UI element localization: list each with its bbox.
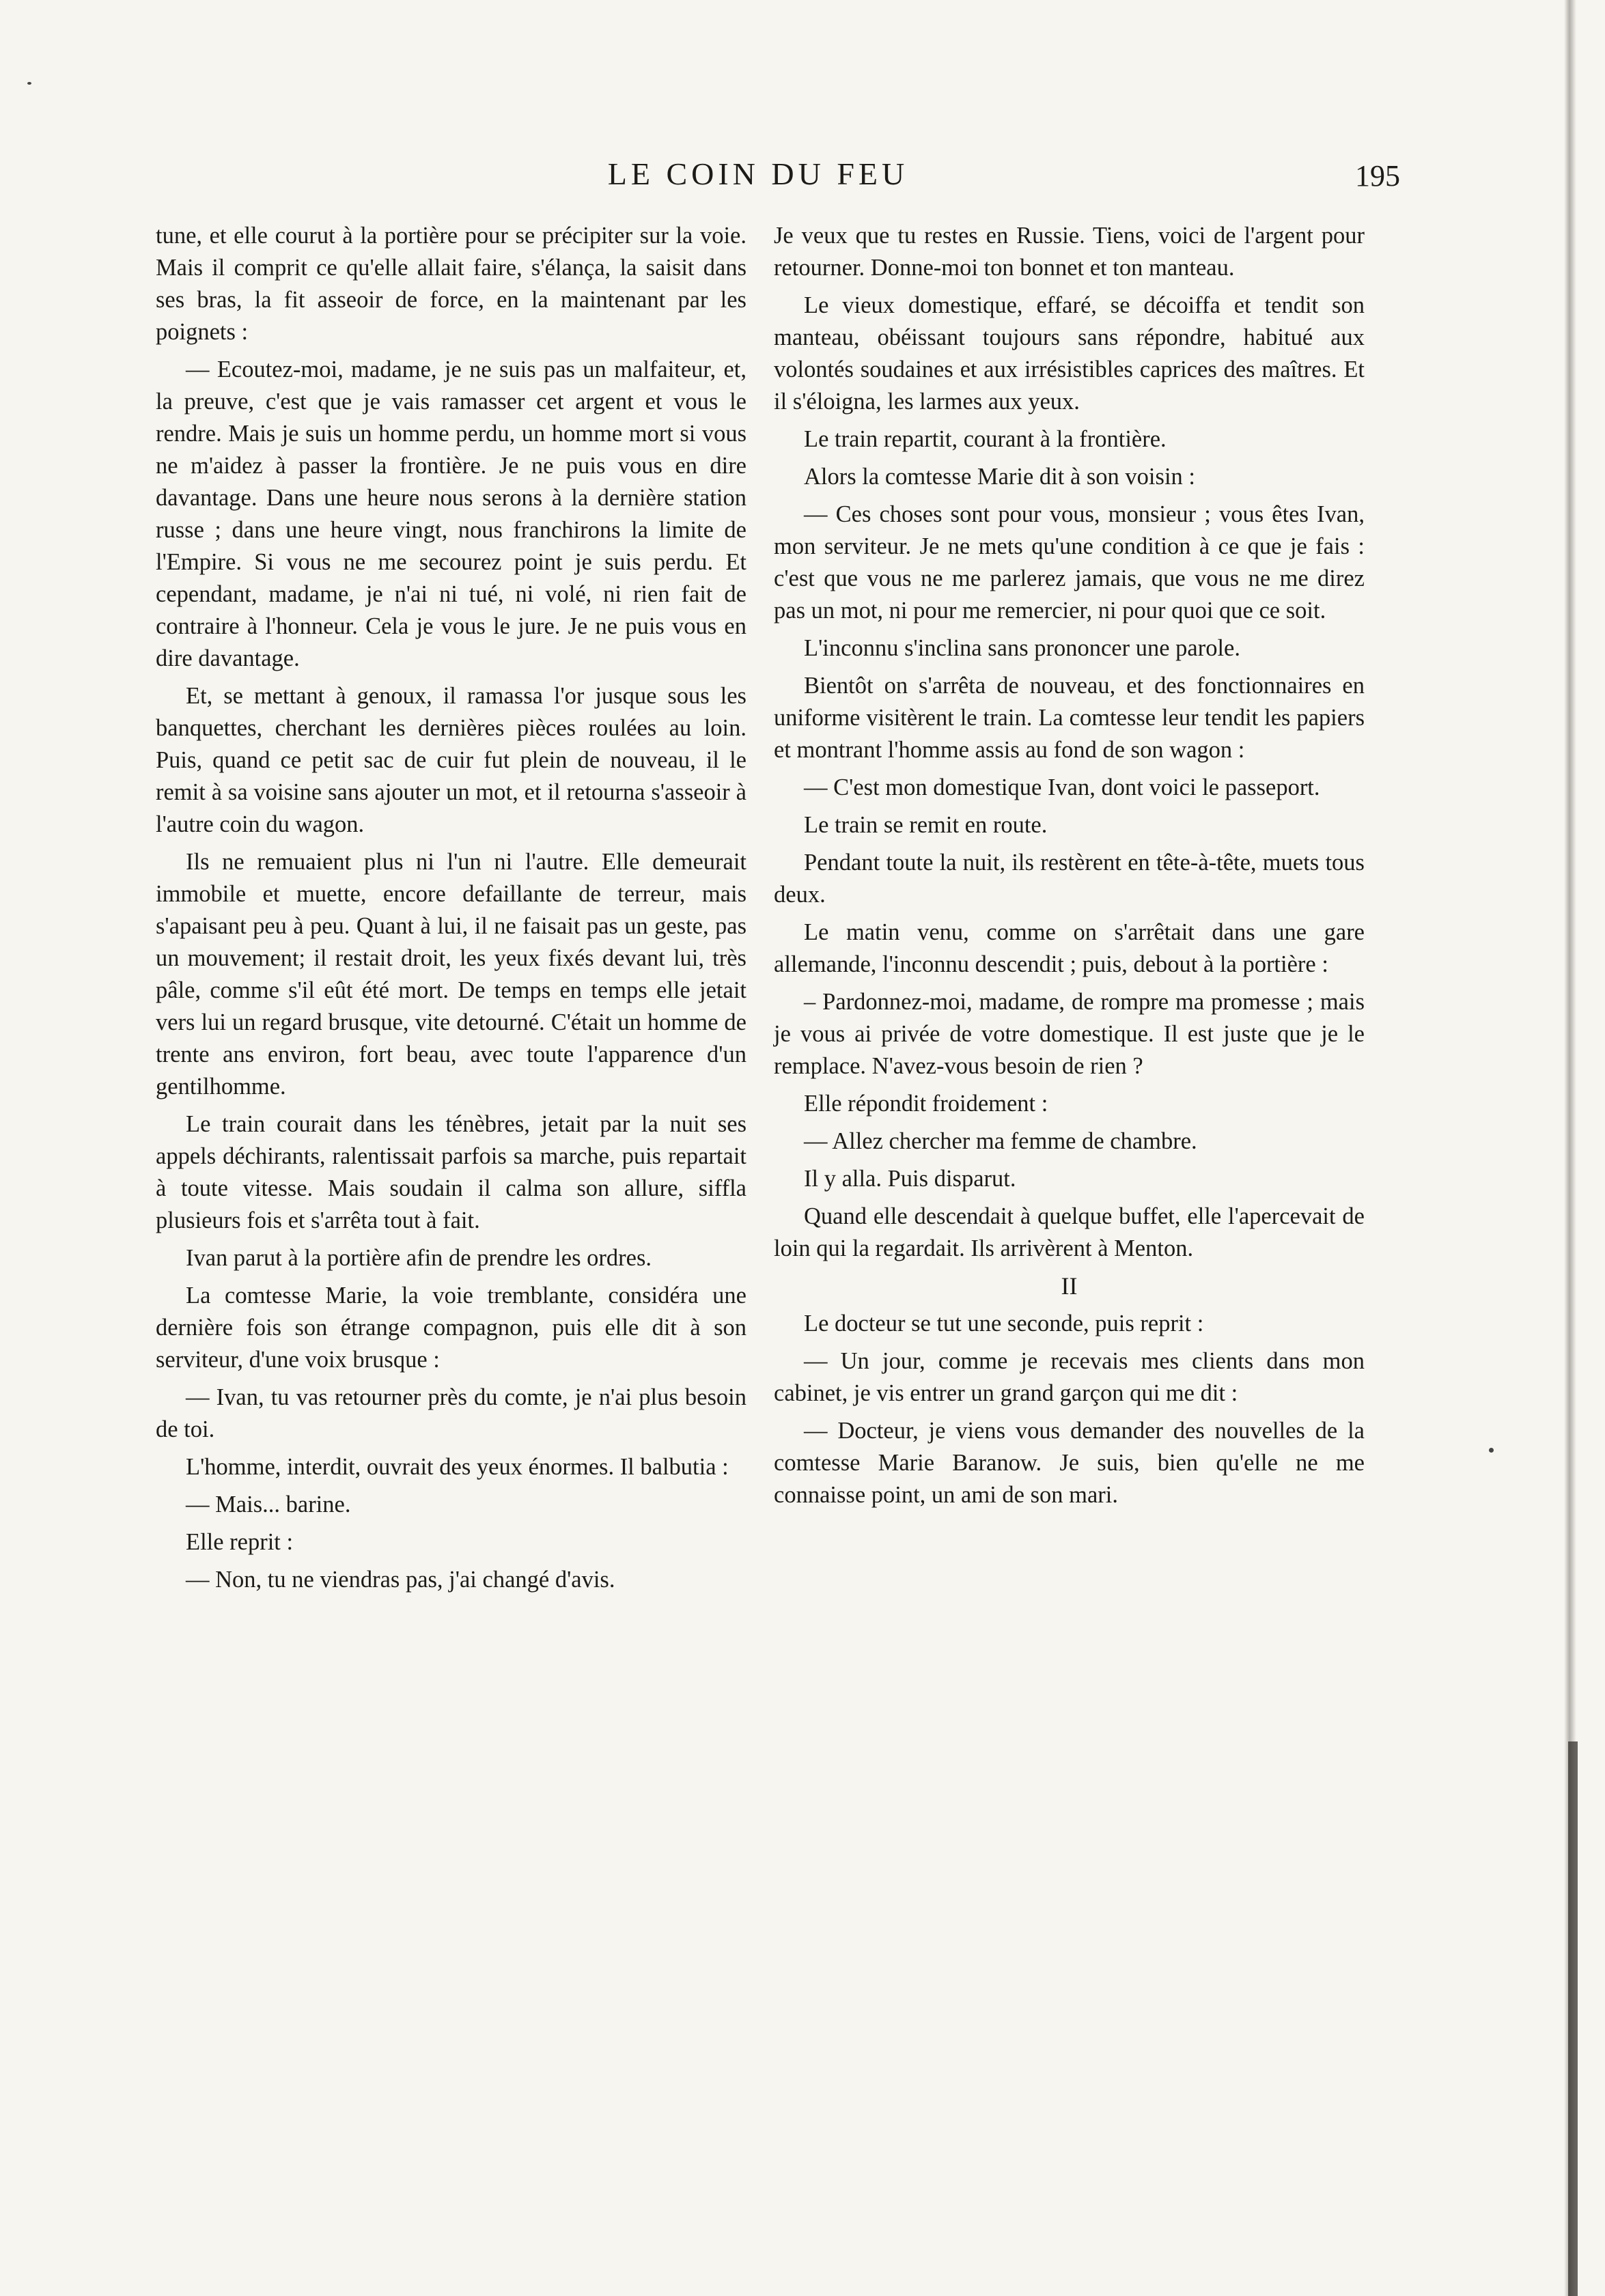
paragraph: — Non, tu ne viendras pas, j'ai changé d'avis. (186, 1567, 615, 1593)
paragraph: — Un jour, comme je recevais mes clients dans mon cabinet, je vis entrer un grand garçon qui me dit : (774, 1348, 1365, 1406)
paragraph: — Allez chercher ma femme de chambre. (804, 1128, 1197, 1154)
right-column (774, 220, 1365, 1517)
paragraph: — Ivan, tu vas retourner près du comte, je n'ai plus besoin de toi. (156, 1384, 746, 1442)
section-heading: II (1061, 1272, 1078, 1300)
running-title: LE COIN DU FEU (607, 156, 909, 191)
paragraph: L'inconnu s'inclina sans prononcer une parole. (804, 635, 1240, 661)
paragraph: Ils ne remuaient plus ni l'un ni l'autre. Elle demeurait immobile et muette, encore defaillante de terreur, mais s'apaisant peu à peu. Quant à lui, il ne faisait pas un geste, pas un mouvement; il restait droit, les yeux fixés devant lui, très pâle, comme s'il eût été mort. De temps en temps elle jetait vers lui un regard brusque, vite detourné. C'était un homme de trente ans environ, fort beau, avec toute l'apparence d'un gentilhomme. (156, 849, 746, 1100)
paragraph: Il y alla. Puis disparut. (804, 1166, 1016, 1192)
paragraph: Bientôt on s'arrêta de nouveau, et des fonctionnaires en uniforme visitèrent le train. La comtesse leur tendit les papiers et montrant l'homme assis au fond de son wagon : (774, 673, 1365, 763)
paragraph: — Docteur, je viens vous demander des nouvelles de la comtesse Marie Baranow. Je suis, bien qu'elle ne me connaisse point, un ami de son mari. (774, 1418, 1365, 1508)
paragraph: Elle reprit : (186, 1529, 294, 1555)
paragraph: Alors la comtesse Marie dit à son voisin : (804, 464, 1195, 490)
paper-speck (1489, 1448, 1494, 1453)
paragraph: Le train se remit en route. (804, 812, 1048, 838)
paragraph: – Pardonnez-moi, madame, de rompre ma promesse ; mais je vous ai privée de votre domestique. Il est juste que je le remplace. N'avez-vous besoin de rien ? (774, 989, 1365, 1079)
paragraph: L'homme, interdit, ouvrait des yeux énormes. Il balbutia : (186, 1454, 729, 1480)
paragraph: La comtesse Marie, la voie tremblante, considéra une dernière fois son étrange compagnon, puis elle dit à son serviteur, d'une voix brusque : (156, 1283, 746, 1373)
paragraph: Pendant toute la nuit, ils restèrent en tête-à-tête, muets tous deux. (774, 850, 1365, 908)
paragraph: Elle répondit froidement : (804, 1091, 1048, 1117)
paragraph: — Ces choses sont pour vous, monsieur ; vous êtes Ivan, mon serviteur. Je ne mets qu'une condition à ce que je fais : c'est que vous ne me parlerez jamais, que vous ne me direz pas un mot, ni pour me remercier, ni pour quoi que ce soit. (774, 501, 1365, 624)
paragraph: Le matin venu, comme on s'arrêtait dans une gare allemande, l'inconnu descendit ; puis, debout à la portière : (774, 919, 1365, 977)
paper-speck (27, 82, 31, 85)
binding-edge-dark (1568, 1741, 1578, 2296)
paragraph: — C'est mon domestique Ivan, dont voici le passeport. (804, 774, 1320, 800)
paragraph: Et, se mettant à genoux, il ramassa l'or jusque sous les banquettes, cherchant les dernières pièces roulées au loin. Puis, quand ce petit sac de cuir fut plein de nouveau, il le remit à sa voisine sans ajouter un mot, et il retourna s'asseoir à l'autre coin du wagon. (156, 683, 746, 837)
paragraph: Ivan parut à la portière afin de prendre les ordres. (186, 1245, 652, 1271)
paragraph: Je veux que tu restes en Russie. Tiens, voici de l'argent pour retourner. Donne-moi ton bonnet et ton manteau. (774, 223, 1365, 281)
paragraph: — Mais... barine. (186, 1492, 351, 1517)
paragraph: Quand elle descendait à quelque buffet, elle l'apercevait de loin qui la regardait. Ils arrivèrent à Menton. (774, 1203, 1365, 1261)
page-number: 195 (1355, 159, 1400, 193)
paragraph: Le train repartit, courant à la frontière. (804, 426, 1167, 452)
paragraph: — Ecoutez-moi, madame, je ne suis pas un malfaiteur, et, la preuve, c'est que je vais ramasser cet argent et vous le rendre. Mais je suis un homme perdu, un homme mort si vous ne m'aidez à passer la frontière. Je ne puis vous en dire davantage. Dans une heure nous serons à la dernière station russe ; dans une heure vingt, nous franchirons la limite de l'Empire. Si vous ne me secourez point je suis perdu. Et cependant, madame, je n'ai ni tué, ni volé, ni rien fait de contraire à l'honneur. Cela je vous le jure. Je ne puis vous en dire davantage. (156, 356, 746, 671)
paragraph: tune, et elle courut à la portière pour se précipiter sur la voie. Mais il comprit ce qu'elle allait faire, s'élança, la saisit dans ses bras, la fit asseoir de force, en la maintenant par les poignets : (156, 223, 746, 345)
paragraph: Le docteur se tut une seconde, puis reprit : (804, 1311, 1204, 1336)
left-column (156, 220, 746, 1601)
paragraph: Le train courait dans les ténèbres, jetait par la nuit ses appels déchirants, ralentissait parfois sa marche, puis repartait à toute vitesse. Mais soudain il calma son allure, siffla plusieurs fois et s'arrêta tout à fait. (156, 1111, 746, 1233)
paragraph: Le vieux domestique, effaré, se décoiffa et tendit son manteau, obéissant toujours sans répondre, habitué aux volontés soudaines et aux irrésistibles caprices des maîtres. Et il s'éloigna, les larmes aux yeux. (774, 292, 1365, 415)
